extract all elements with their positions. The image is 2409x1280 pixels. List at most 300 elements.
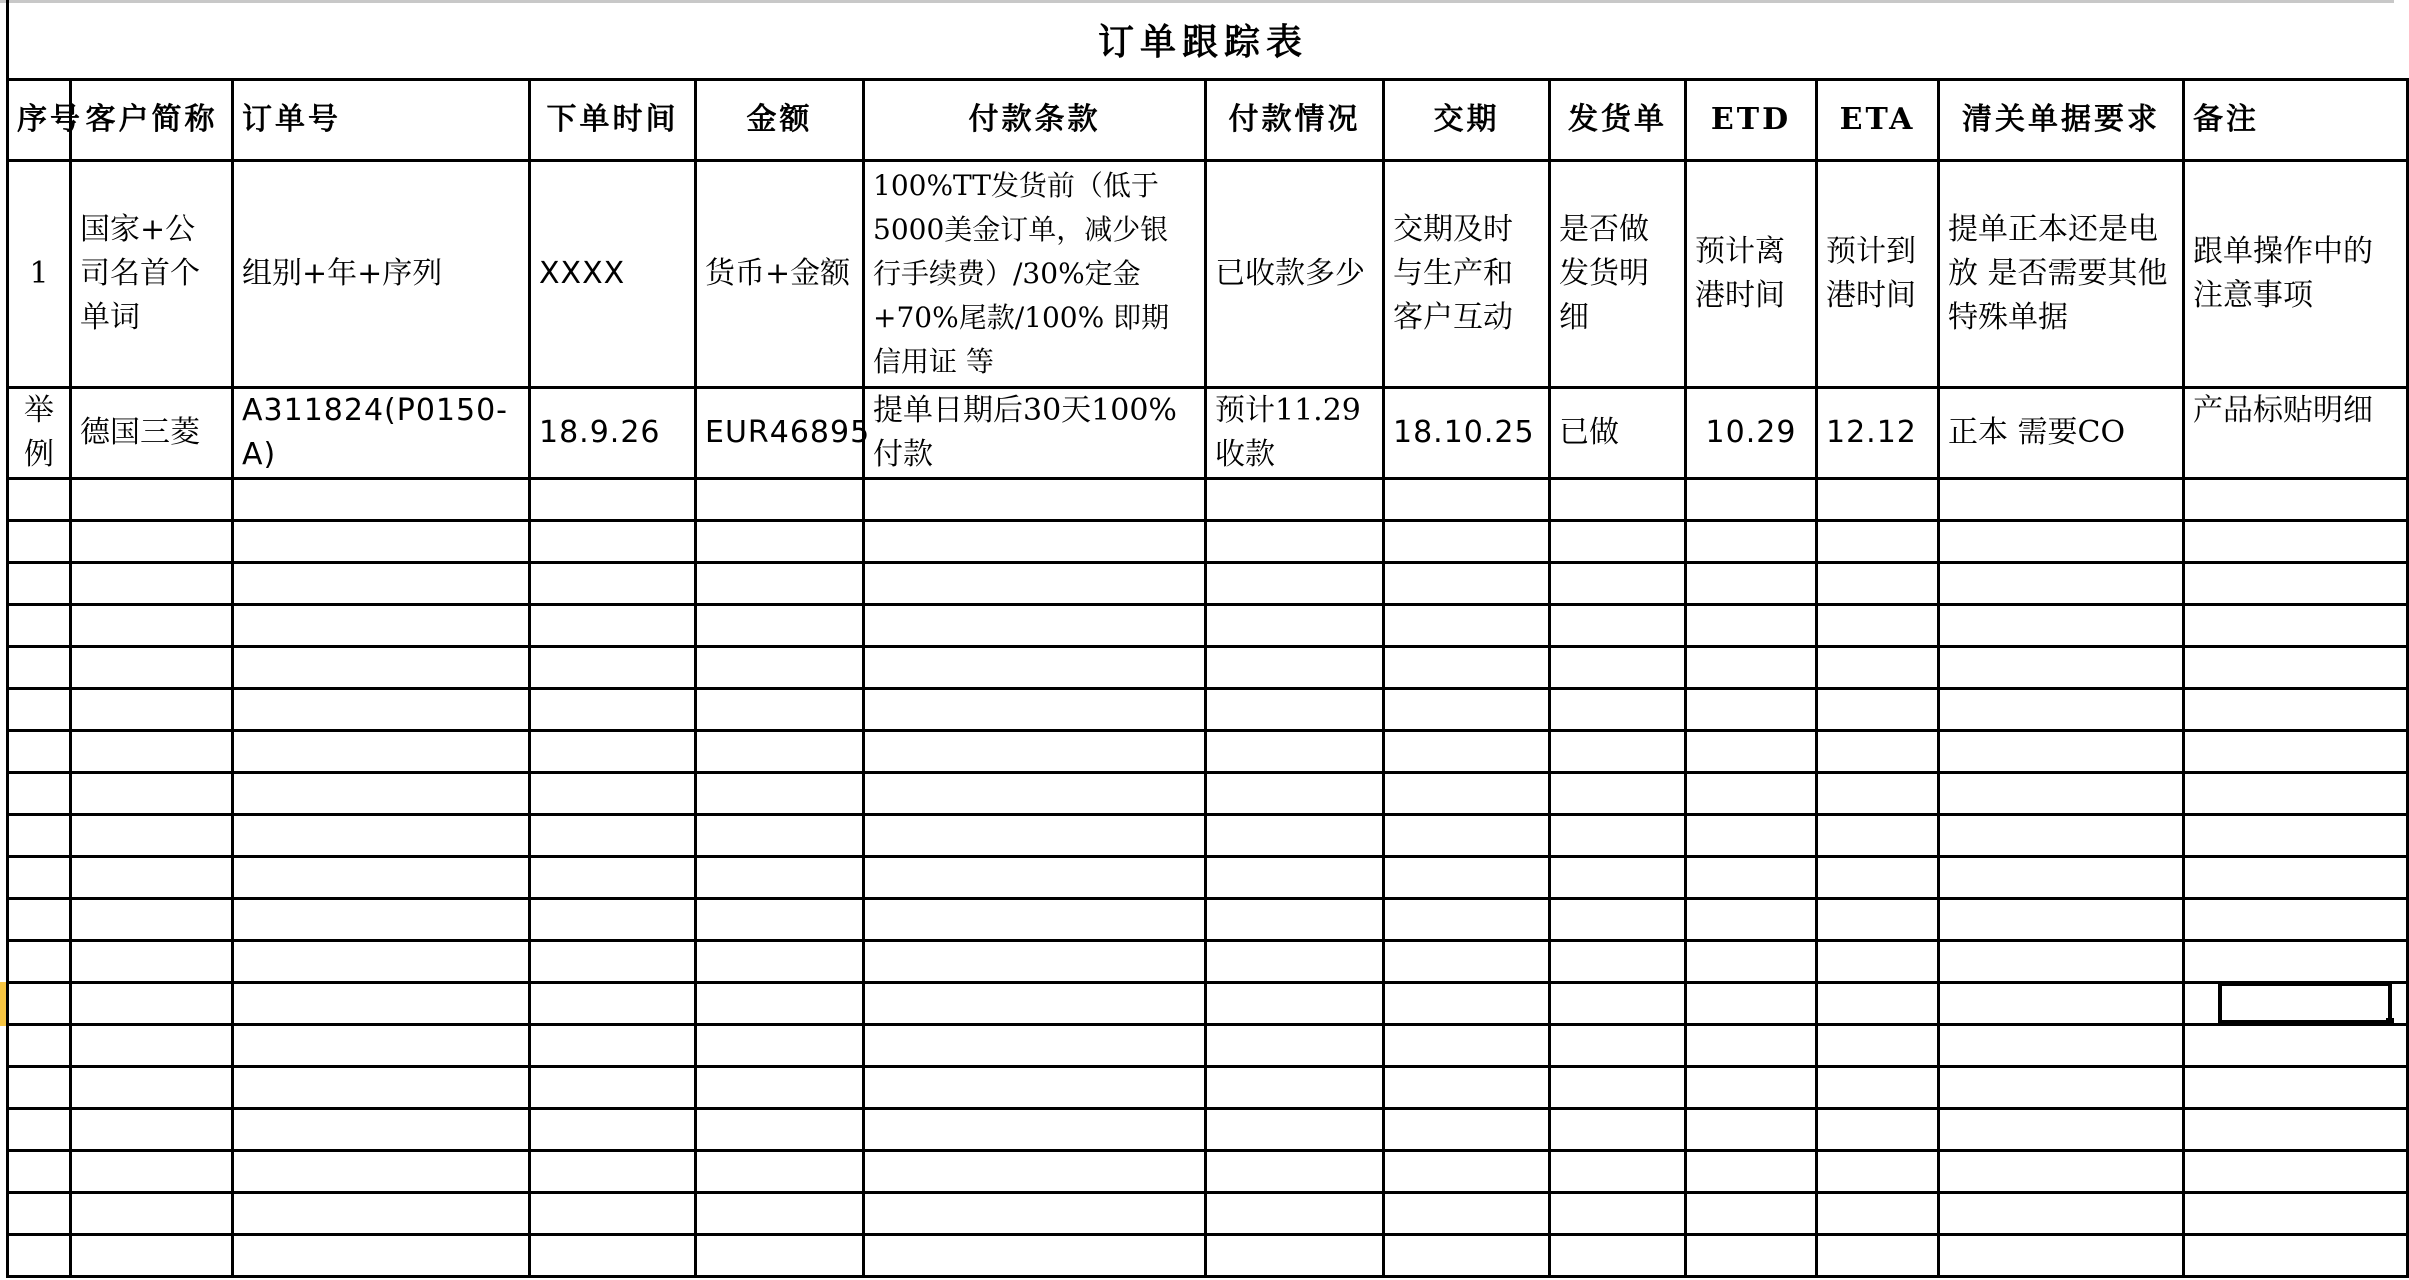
empty-table-row <box>8 731 2408 773</box>
empty-cell[interactable] <box>71 815 233 857</box>
empty-cell[interactable] <box>2184 689 2408 731</box>
empty-cell[interactable] <box>2184 941 2408 983</box>
empty-cell[interactable] <box>1686 647 1817 689</box>
empty-cell[interactable] <box>696 563 864 605</box>
empty-cell[interactable] <box>530 521 696 563</box>
empty-cell[interactable] <box>530 1025 696 1067</box>
empty-table-row <box>8 773 2408 815</box>
empty-cell[interactable] <box>864 815 1206 857</box>
empty-cell[interactable] <box>1939 815 2184 857</box>
empty-cell[interactable] <box>1206 815 1384 857</box>
empty-cell[interactable] <box>1686 689 1817 731</box>
empty-cell[interactable] <box>1939 1025 2184 1067</box>
empty-cell[interactable] <box>8 941 71 983</box>
empty-cell[interactable] <box>696 1193 864 1235</box>
cell-delivery[interactable]: 18.10.25 <box>1384 388 1550 479</box>
empty-cell[interactable] <box>696 857 864 899</box>
empty-cell[interactable] <box>530 1235 696 1277</box>
empty-cell[interactable] <box>233 899 530 941</box>
empty-cell[interactable] <box>1206 1235 1384 1277</box>
empty-cell[interactable] <box>1817 1193 1939 1235</box>
cell-payment-terms[interactable]: 100%TT发货前（低于5000美金订单，减少银行手续费）/30%定金+70%尾款/100% 即期信用证 等 <box>864 161 1206 388</box>
empty-cell[interactable] <box>1384 1193 1550 1235</box>
empty-cell[interactable] <box>864 1109 1206 1151</box>
header-cell-customer[interactable]: 客户简称 <box>71 80 233 161</box>
empty-table-row <box>8 647 2408 689</box>
empty-cell[interactable] <box>2184 479 2408 521</box>
empty-cell[interactable] <box>1384 773 1550 815</box>
empty-cell[interactable] <box>1817 1109 1939 1151</box>
empty-cell[interactable] <box>71 899 233 941</box>
cell-remarks[interactable]: 跟单操作中的注意事项 <box>2184 161 2408 388</box>
empty-cell[interactable] <box>864 1151 1206 1193</box>
empty-cell[interactable] <box>1206 1067 1384 1109</box>
empty-cell[interactable] <box>1817 899 1939 941</box>
empty-cell[interactable] <box>1817 647 1939 689</box>
empty-cell[interactable] <box>1939 689 2184 731</box>
cell-shipping-list[interactable]: 已做 <box>1550 388 1686 479</box>
empty-cell[interactable] <box>233 1109 530 1151</box>
empty-cell[interactable] <box>1550 1109 1686 1151</box>
empty-cell[interactable] <box>864 689 1206 731</box>
cell-payment-status[interactable]: 已收款多少 <box>1206 161 1384 388</box>
cell-shipping-list[interactable]: 是否做发货明细 <box>1550 161 1686 388</box>
empty-cell[interactable] <box>696 1025 864 1067</box>
cell-remarks[interactable]: 产品标贴明细 <box>2184 388 2408 479</box>
empty-table-row <box>8 479 2408 521</box>
empty-cell[interactable] <box>1384 731 1550 773</box>
empty-cell[interactable] <box>1550 647 1686 689</box>
empty-cell[interactable] <box>1384 521 1550 563</box>
empty-cell[interactable] <box>1686 815 1817 857</box>
empty-cell[interactable] <box>1939 521 2184 563</box>
empty-cell[interactable] <box>1384 647 1550 689</box>
empty-cell[interactable] <box>1817 479 1939 521</box>
empty-cell[interactable] <box>233 815 530 857</box>
empty-cell[interactable] <box>1686 941 1817 983</box>
empty-cell[interactable] <box>71 563 233 605</box>
empty-cell[interactable] <box>1550 731 1686 773</box>
empty-cell[interactable] <box>1384 857 1550 899</box>
empty-cell[interactable] <box>530 1109 696 1151</box>
empty-cell[interactable] <box>233 1235 530 1277</box>
empty-cell[interactable] <box>2184 1235 2408 1277</box>
empty-cell[interactable] <box>2184 899 2408 941</box>
active-row-marker <box>0 982 6 1026</box>
empty-cell[interactable] <box>1206 773 1384 815</box>
empty-cell[interactable] <box>530 605 696 647</box>
empty-cell[interactable] <box>696 479 864 521</box>
empty-cell[interactable] <box>864 1025 1206 1067</box>
empty-cell[interactable] <box>1550 1151 1686 1193</box>
empty-cell[interactable] <box>696 941 864 983</box>
empty-cell[interactable] <box>864 647 1206 689</box>
empty-cell[interactable] <box>8 1067 71 1109</box>
empty-cell[interactable] <box>1206 941 1384 983</box>
header-cell-order-date[interactable]: 下单时间 <box>530 80 696 161</box>
empty-cell[interactable] <box>233 857 530 899</box>
empty-cell[interactable] <box>1817 1235 1939 1277</box>
empty-cell[interactable] <box>1384 1109 1550 1151</box>
empty-cell[interactable] <box>1550 941 1686 983</box>
header-cell-payment-status[interactable]: 付款情况 <box>1206 80 1384 161</box>
empty-cell[interactable] <box>530 899 696 941</box>
empty-cell[interactable] <box>71 1067 233 1109</box>
empty-cell[interactable] <box>864 983 1206 1025</box>
empty-cell[interactable] <box>696 815 864 857</box>
empty-cell[interactable] <box>8 1235 71 1277</box>
empty-cell[interactable] <box>8 1025 71 1067</box>
empty-cell[interactable] <box>8 521 71 563</box>
empty-rows <box>8 479 2408 1277</box>
empty-cell[interactable] <box>1206 563 1384 605</box>
empty-cell[interactable] <box>8 857 71 899</box>
empty-cell[interactable] <box>530 731 696 773</box>
empty-cell[interactable] <box>1686 1025 1817 1067</box>
empty-cell[interactable] <box>1939 941 2184 983</box>
empty-cell[interactable] <box>71 647 233 689</box>
empty-cell[interactable] <box>1206 605 1384 647</box>
empty-cell[interactable] <box>1817 689 1939 731</box>
empty-cell[interactable] <box>530 1067 696 1109</box>
empty-cell[interactable] <box>71 941 233 983</box>
empty-cell[interactable] <box>233 1067 530 1109</box>
empty-cell[interactable] <box>1817 731 1939 773</box>
table-row <box>8 161 2408 388</box>
cell-eta[interactable]: 12.12 <box>1817 388 1939 479</box>
empty-cell[interactable] <box>1550 1193 1686 1235</box>
empty-cell[interactable] <box>1550 563 1686 605</box>
empty-cell[interactable] <box>1686 521 1817 563</box>
empty-cell[interactable] <box>71 479 233 521</box>
cell-seq[interactable]: 举例 <box>8 388 71 479</box>
empty-cell[interactable] <box>8 647 71 689</box>
empty-cell[interactable] <box>696 647 864 689</box>
empty-cell[interactable] <box>696 521 864 563</box>
empty-cell[interactable] <box>696 689 864 731</box>
empty-cell[interactable] <box>1550 815 1686 857</box>
empty-cell[interactable] <box>1939 983 2184 1025</box>
empty-cell[interactable] <box>1384 1151 1550 1193</box>
empty-cell[interactable] <box>233 605 530 647</box>
empty-cell[interactable] <box>1206 647 1384 689</box>
sheet-title[interactable]: 订单跟踪表 <box>6 0 2397 78</box>
empty-cell[interactable] <box>2184 815 2408 857</box>
empty-cell[interactable] <box>696 605 864 647</box>
empty-cell[interactable] <box>8 731 71 773</box>
empty-cell[interactable] <box>864 1193 1206 1235</box>
header-cell-customs-docs[interactable]: 清关单据要求 <box>1939 80 2184 161</box>
empty-cell[interactable] <box>1939 899 2184 941</box>
empty-cell[interactable] <box>233 563 530 605</box>
empty-cell[interactable] <box>1384 1025 1550 1067</box>
empty-cell[interactable] <box>1817 563 1939 605</box>
empty-cell[interactable] <box>1384 563 1550 605</box>
empty-cell[interactable] <box>233 521 530 563</box>
empty-cell[interactable] <box>71 1151 233 1193</box>
empty-cell[interactable] <box>1686 1235 1817 1277</box>
empty-cell[interactable] <box>530 689 696 731</box>
empty-cell[interactable] <box>1686 1151 1817 1193</box>
empty-cell[interactable] <box>864 731 1206 773</box>
empty-cell[interactable] <box>1686 731 1817 773</box>
cell-delivery[interactable]: 交期及时与生产和客户互动 <box>1384 161 1550 388</box>
empty-cell[interactable] <box>1817 941 1939 983</box>
empty-cell[interactable] <box>1817 521 1939 563</box>
cell-customer[interactable]: 德国三菱 <box>71 388 233 479</box>
cell-customs-docs[interactable]: 正本 需要CO <box>1939 388 2184 479</box>
empty-cell[interactable] <box>1550 1235 1686 1277</box>
empty-cell[interactable] <box>8 773 71 815</box>
empty-cell[interactable] <box>71 1193 233 1235</box>
header-cell-shipping-list[interactable]: 发货单 <box>1550 80 1686 161</box>
empty-cell[interactable] <box>1686 1067 1817 1109</box>
empty-cell[interactable] <box>1384 1235 1550 1277</box>
cell-amount[interactable]: EUR46895 <box>696 388 864 479</box>
empty-cell[interactable] <box>233 647 530 689</box>
empty-cell[interactable] <box>8 1193 71 1235</box>
empty-cell[interactable] <box>71 731 233 773</box>
empty-cell[interactable] <box>1384 479 1550 521</box>
empty-cell[interactable] <box>8 1109 71 1151</box>
empty-cell[interactable] <box>1939 1193 2184 1235</box>
empty-cell[interactable] <box>1550 1067 1686 1109</box>
empty-cell[interactable] <box>1686 563 1817 605</box>
cell-seq[interactable]: 1 <box>8 161 71 388</box>
empty-cell[interactable] <box>1939 1151 2184 1193</box>
empty-cell[interactable] <box>1550 773 1686 815</box>
empty-cell[interactable] <box>1686 857 1817 899</box>
empty-cell[interactable] <box>1206 479 1384 521</box>
cell-payment-status[interactable]: 预计11.29收款 <box>1206 388 1384 479</box>
empty-cell[interactable] <box>2184 1025 2408 1067</box>
empty-cell[interactable] <box>1206 689 1384 731</box>
cell-payment-terms[interactable]: 提单日期后30天100%付款 <box>864 388 1206 479</box>
empty-cell[interactable] <box>1939 605 2184 647</box>
empty-cell[interactable] <box>864 1235 1206 1277</box>
empty-cell[interactable] <box>2184 1151 2408 1193</box>
empty-cell[interactable] <box>233 731 530 773</box>
empty-cell[interactable] <box>864 605 1206 647</box>
empty-cell[interactable] <box>1817 605 1939 647</box>
empty-cell[interactable] <box>233 1151 530 1193</box>
header-cell-delivery[interactable]: 交期 <box>1384 80 1550 161</box>
empty-cell[interactable] <box>696 1067 864 1109</box>
empty-cell[interactable] <box>1939 563 2184 605</box>
empty-cell[interactable] <box>1206 731 1384 773</box>
empty-cell[interactable] <box>530 941 696 983</box>
empty-cell[interactable] <box>71 773 233 815</box>
empty-cell[interactable] <box>233 983 530 1025</box>
empty-cell[interactable] <box>2184 731 2408 773</box>
empty-cell[interactable] <box>530 479 696 521</box>
empty-cell[interactable] <box>1686 773 1817 815</box>
empty-cell[interactable] <box>864 479 1206 521</box>
empty-cell[interactable] <box>71 1109 233 1151</box>
table-row <box>8 388 2408 479</box>
empty-cell[interactable] <box>864 857 1206 899</box>
empty-cell[interactable] <box>864 941 1206 983</box>
cell-order-date[interactable]: 18.9.26 <box>530 388 696 479</box>
empty-cell[interactable] <box>1939 1235 2184 1277</box>
empty-cell[interactable] <box>8 1151 71 1193</box>
empty-cell[interactable] <box>1939 647 2184 689</box>
empty-cell[interactable] <box>1817 815 1939 857</box>
empty-cell[interactable] <box>233 1193 530 1235</box>
header-cell-etd[interactable]: ETD <box>1686 80 1817 161</box>
empty-cell[interactable] <box>1550 1025 1686 1067</box>
empty-cell[interactable] <box>2184 605 2408 647</box>
header-cell-remarks[interactable]: 备注 <box>2184 80 2408 161</box>
header-cell-seq[interactable]: 序号 <box>8 80 71 161</box>
empty-cell[interactable] <box>1550 521 1686 563</box>
empty-cell[interactable] <box>1384 1067 1550 1109</box>
empty-table-row <box>8 1235 2408 1277</box>
empty-cell[interactable] <box>2184 521 2408 563</box>
header-cell-payment-terms[interactable]: 付款条款 <box>864 80 1206 161</box>
empty-cell[interactable] <box>530 773 696 815</box>
empty-cell[interactable] <box>1939 1067 2184 1109</box>
empty-cell[interactable] <box>864 1067 1206 1109</box>
empty-cell[interactable] <box>1686 983 1817 1025</box>
empty-cell[interactable] <box>233 773 530 815</box>
empty-cell[interactable] <box>71 689 233 731</box>
empty-cell[interactable] <box>1550 857 1686 899</box>
header-cell-eta[interactable]: ETA <box>1817 80 1939 161</box>
header-cell-order-no[interactable]: 订单号 <box>233 80 530 161</box>
empty-cell[interactable] <box>696 1151 864 1193</box>
empty-cell[interactable] <box>1817 1025 1939 1067</box>
empty-cell[interactable] <box>233 689 530 731</box>
empty-cell[interactable] <box>696 983 864 1025</box>
empty-cell[interactable] <box>530 563 696 605</box>
empty-cell[interactable] <box>2184 1067 2408 1109</box>
cell-etd[interactable]: 预计离港时间 <box>1686 161 1817 388</box>
cell-order-no[interactable]: 组别+年+序列 <box>233 161 530 388</box>
empty-cell[interactable] <box>696 899 864 941</box>
empty-cell[interactable] <box>864 521 1206 563</box>
empty-cell[interactable] <box>8 983 71 1025</box>
empty-cell[interactable] <box>2184 563 2408 605</box>
empty-cell[interactable] <box>2184 857 2408 899</box>
empty-cell[interactable] <box>1550 983 1686 1025</box>
empty-cell[interactable] <box>1686 479 1817 521</box>
empty-cell[interactable] <box>1384 983 1550 1025</box>
empty-cell[interactable] <box>71 857 233 899</box>
empty-cell[interactable] <box>8 899 71 941</box>
empty-cell[interactable] <box>233 1025 530 1067</box>
cell-order-date[interactable]: XXXX <box>530 161 696 388</box>
empty-cell[interactable] <box>71 983 233 1025</box>
empty-cell[interactable] <box>71 1235 233 1277</box>
empty-cell[interactable] <box>1206 1151 1384 1193</box>
empty-cell[interactable] <box>1206 1193 1384 1235</box>
empty-cell[interactable] <box>8 689 71 731</box>
empty-cell[interactable] <box>1817 857 1939 899</box>
empty-cell[interactable] <box>530 1193 696 1235</box>
empty-cell[interactable] <box>2184 647 2408 689</box>
fill-handle[interactable] <box>2386 1018 2394 1026</box>
cell-customer[interactable]: 国家+公司名首个单词 <box>71 161 233 388</box>
empty-cell[interactable] <box>71 521 233 563</box>
empty-cell[interactable] <box>530 815 696 857</box>
empty-cell[interactable] <box>1817 983 1939 1025</box>
empty-cell[interactable] <box>233 941 530 983</box>
empty-cell[interactable] <box>1817 1151 1939 1193</box>
empty-cell[interactable] <box>1384 815 1550 857</box>
cell-etd[interactable]: 10.29 <box>1686 388 1817 479</box>
empty-cell[interactable] <box>1206 983 1384 1025</box>
cell-amount[interactable]: 货币+金额 <box>696 161 864 388</box>
empty-cell[interactable] <box>71 605 233 647</box>
empty-cell[interactable] <box>1206 1109 1384 1151</box>
empty-cell[interactable] <box>864 899 1206 941</box>
empty-cell[interactable] <box>1686 1109 1817 1151</box>
empty-cell[interactable] <box>1206 1025 1384 1067</box>
empty-cell[interactable] <box>1550 689 1686 731</box>
empty-cell[interactable] <box>1686 1193 1817 1235</box>
cell-eta[interactable]: 预计到港时间 <box>1817 161 1939 388</box>
empty-cell[interactable] <box>1384 941 1550 983</box>
header-cell-amount[interactable]: 金额 <box>696 80 864 161</box>
empty-cell[interactable] <box>696 731 864 773</box>
empty-cell[interactable] <box>2184 773 2408 815</box>
empty-cell[interactable] <box>1817 1067 1939 1109</box>
empty-cell[interactable] <box>1817 773 1939 815</box>
empty-cell[interactable] <box>8 815 71 857</box>
empty-cell[interactable] <box>530 857 696 899</box>
empty-cell[interactable] <box>696 1235 864 1277</box>
cell-order-no[interactable]: A311824(P0150-A) <box>233 388 530 479</box>
empty-cell[interactable] <box>1550 605 1686 647</box>
empty-cell[interactable] <box>1384 605 1550 647</box>
empty-cell[interactable] <box>530 983 696 1025</box>
empty-cell[interactable] <box>8 605 71 647</box>
empty-cell[interactable] <box>1206 899 1384 941</box>
empty-cell[interactable] <box>696 773 864 815</box>
empty-cell[interactable] <box>1550 479 1686 521</box>
empty-cell[interactable] <box>1939 773 2184 815</box>
empty-cell[interactable] <box>71 1025 233 1067</box>
empty-table-row <box>8 983 2408 1025</box>
empty-cell[interactable] <box>1384 689 1550 731</box>
empty-cell[interactable] <box>1550 899 1686 941</box>
empty-cell[interactable] <box>1206 521 1384 563</box>
empty-cell[interactable] <box>1939 857 2184 899</box>
empty-table-row <box>8 521 2408 563</box>
empty-cell[interactable] <box>864 773 1206 815</box>
empty-cell[interactable] <box>1384 899 1550 941</box>
empty-cell[interactable] <box>1939 731 2184 773</box>
empty-cell[interactable] <box>1686 605 1817 647</box>
empty-cell[interactable] <box>696 1109 864 1151</box>
empty-cell[interactable] <box>233 479 530 521</box>
empty-cell[interactable] <box>530 1151 696 1193</box>
empty-cell[interactable] <box>8 479 71 521</box>
empty-cell[interactable] <box>2184 1109 2408 1151</box>
cell-customs-docs[interactable]: 提单正本还是电放 是否需要其他特殊单据 <box>1939 161 2184 388</box>
empty-cell[interactable] <box>864 563 1206 605</box>
empty-cell[interactable] <box>1939 479 2184 521</box>
empty-cell[interactable] <box>530 647 696 689</box>
empty-cell[interactable] <box>1686 899 1817 941</box>
empty-cell[interactable] <box>2184 1193 2408 1235</box>
selected-cell-border[interactable] <box>2218 982 2392 1024</box>
empty-cell[interactable] <box>1206 857 1384 899</box>
empty-cell[interactable] <box>8 563 71 605</box>
empty-cell[interactable] <box>1939 1109 2184 1151</box>
empty-table-row <box>8 1025 2408 1067</box>
